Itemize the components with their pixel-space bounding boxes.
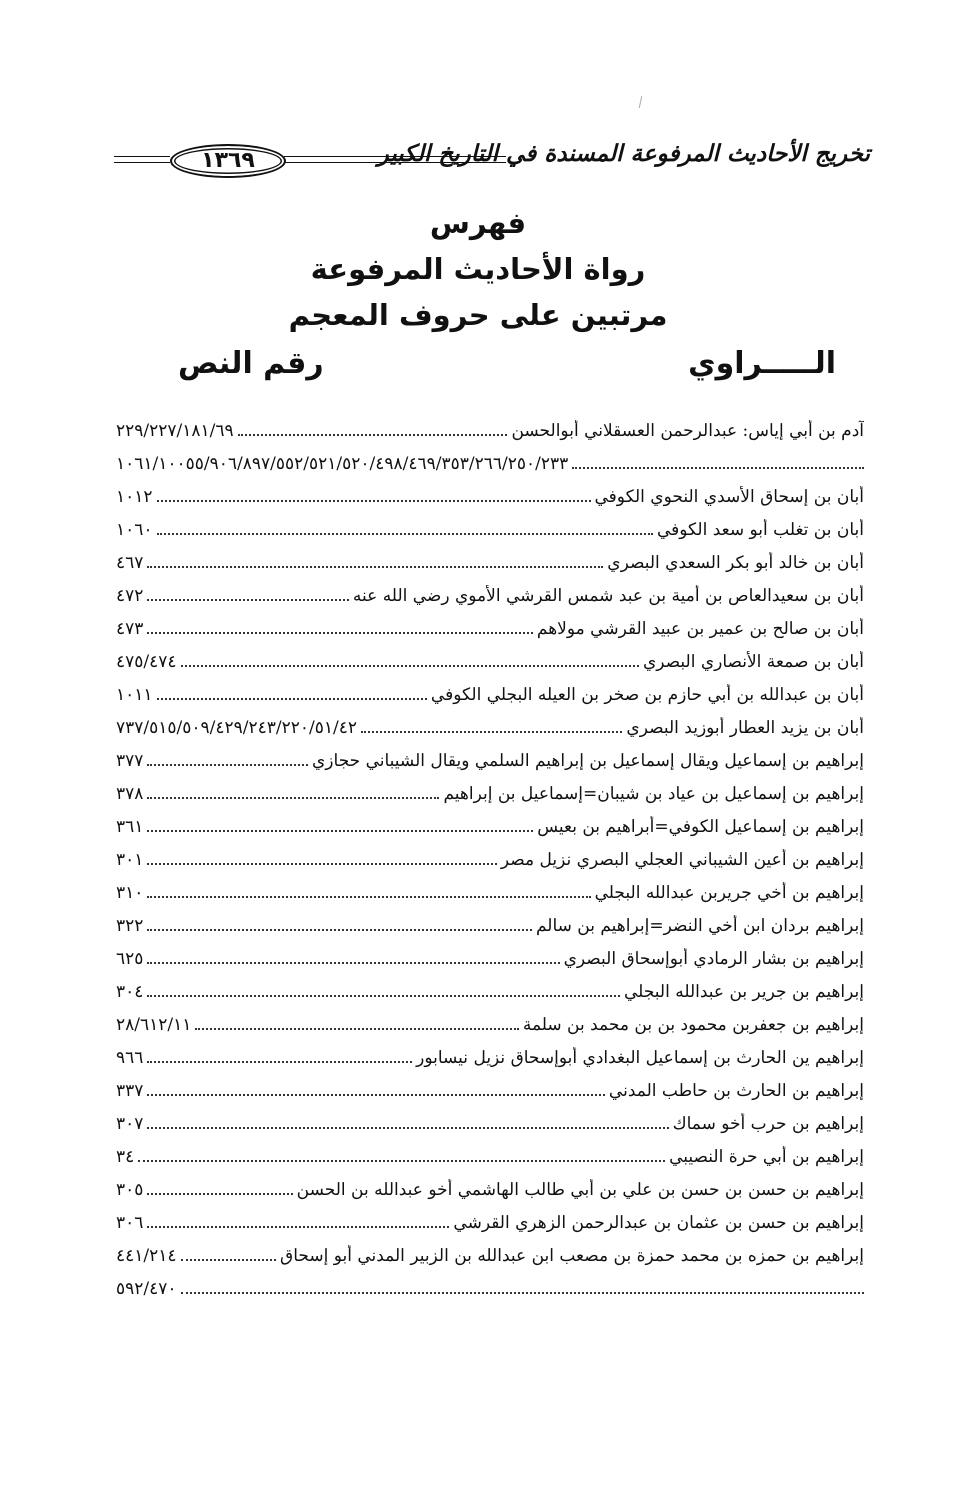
narrator-name: أبان بن تغلب أبو سعد الكوفي	[656, 520, 864, 540]
dot-leader	[181, 1245, 276, 1261]
dot-leader	[147, 1047, 412, 1063]
dot-leader	[361, 717, 622, 733]
index-entry	[116, 651, 864, 684]
text-number-refs: ٥٩٢/٤٧٠	[116, 1279, 177, 1299]
text-number-refs: ٣١٠	[116, 883, 144, 903]
narrator-name: أبان بن سعيدالعاص بن أمية بن عبد شمس القرشي الأموي رضي الله عنه	[352, 586, 864, 606]
dot-leader	[147, 1179, 292, 1195]
dot-leader	[147, 948, 559, 964]
index-entry	[116, 519, 864, 552]
narrator-name: إبراهيم بن حسن بن عثمان بن عبدالرحمن الزهري القرشي	[453, 1213, 864, 1233]
index-entry	[116, 915, 864, 948]
page-number: ١٣٦٩	[170, 144, 286, 178]
dot-leader	[147, 1113, 668, 1129]
dot-leader	[157, 486, 591, 502]
text-number-refs: ١٠٦١/١٠٠٥٥/٩٠٦/٨٩٧/٥٥٢/٥٢١/٥٢٠/٤٩٨/٤٦٩/٣٥٣/٢٦٦/٢٥٠/٢٣٣	[116, 454, 569, 474]
text-number-refs: ١٠١١	[116, 685, 153, 705]
narrator-index-list	[116, 420, 864, 1311]
dot-leader	[147, 849, 497, 865]
text-number-refs: ٣٧٧	[116, 751, 144, 771]
dot-leader	[238, 420, 508, 436]
index-entry	[116, 1047, 864, 1080]
narrator-name: إبراهيم بن أعين الشيباني العجلي البصري نزيل مصر	[500, 850, 864, 870]
index-entry	[116, 750, 864, 783]
index-subtitle: رواة الأحاديث المرفوعة	[310, 252, 646, 286]
dot-leader	[147, 783, 439, 799]
narrator-name: إبراهيم بن حسن بن حسن بن علي بن أبي طالب الهاشمي أخو عبدالله بن الحسن	[296, 1180, 864, 1200]
text-number-refs: ٤٤١/٢١٤	[116, 1246, 177, 1266]
dot-leader	[181, 651, 639, 667]
dot-leader	[147, 618, 532, 634]
text-number-refs: ٤٧٥/٤٧٤	[116, 652, 177, 672]
index-entry	[116, 618, 864, 651]
header-rule	[284, 156, 506, 163]
dot-leader	[195, 1014, 518, 1030]
header-rule	[114, 156, 170, 163]
narrator-name: إبراهيم ين الحارث بن إسماعيل البغدادي أبوإسحاق نزيل نيسابور	[416, 1048, 864, 1068]
text-number-refs: ٣٧٨	[116, 784, 144, 804]
narrator-name: إبراهيم بن إسماعيل ويقال إسماعيل بن إبراهيم السلمي ويقال الشيباني حجازي	[312, 751, 864, 771]
dot-leader	[181, 1278, 864, 1294]
index-entry	[116, 1080, 864, 1113]
narrator-name: أبان بن عبدالله بن أبي حازم بن صخر بن العيله البجلي الكوفي	[430, 685, 864, 705]
narrator-name: إبراهيم بن أخي جريربن عبدالله البجلي	[594, 883, 864, 903]
text-number-refs: ٣٠١	[116, 850, 144, 870]
narrator-name: إبراهيم بن جرير بن عبدالله البجلي	[624, 982, 864, 1002]
text-number-refs: ٣٦١	[116, 817, 144, 837]
index-entry	[116, 1014, 864, 1047]
dot-leader	[147, 585, 349, 601]
narrator-name: إبراهيم بن حمزه بن محمد حمزة بن مصعب ابن عبدالله بن الزبير المدني أبو إسحاق	[280, 1246, 864, 1266]
running-title: تخريج الأحاديث المرفوعة المسندة في التاريخ الكبير	[377, 140, 870, 167]
text-number-refs: ٣٠٧	[116, 1114, 144, 1134]
narrator-name: أبان بن خالد أبو بكر السعدي البصري	[607, 553, 864, 573]
index-entry	[116, 420, 864, 453]
narrator-name: أبان بن إسحاق الأسدي النحوي الكوفي	[594, 487, 864, 507]
index-entry	[116, 1146, 864, 1179]
narrator-name: إبراهيم بن أبي حرة النصيبي	[669, 1147, 864, 1167]
text-number-refs: ٩٦٦	[116, 1048, 144, 1068]
dot-leader	[138, 1146, 665, 1162]
text-number-refs: ٤٧٢	[116, 586, 144, 606]
index-entry	[116, 1179, 864, 1212]
narrator-name: أبان بن صمعة الأنصاري البصري	[642, 652, 864, 672]
index-entry	[116, 1212, 864, 1245]
text-number-refs: ٣٠٥	[116, 1180, 144, 1200]
text-number-refs: ٧٣٧/٥١٥/٥٠٩/٤٢٩/٢٤٣/٢٢٠/٥١/٤٢	[116, 718, 357, 738]
text-number-refs: ٣٤	[116, 1147, 135, 1167]
index-entry	[116, 684, 864, 717]
dot-leader	[147, 816, 533, 832]
narrator-name: إبراهيم بن بشار الرمادي أبوإسحاق البصري	[563, 949, 864, 969]
index-subtitle-order: مرتبين على حروف المعجم	[288, 298, 668, 332]
narrator-name: إبراهيم بن جعفربن محمود بن بن محمد بن سلمة	[522, 1015, 864, 1035]
dot-leader	[147, 882, 590, 898]
dot-leader	[147, 750, 308, 766]
index-entry	[116, 552, 864, 585]
text-number-refs: ١٠١٢	[116, 487, 153, 507]
narrator-name: إبراهيم بن إسماعيل الكوفي=أبراهيم بن بعيس	[537, 817, 864, 837]
dot-leader	[147, 1212, 449, 1228]
index-entry	[116, 1245, 864, 1278]
narrator-name: إبراهيم بن الحارث بن حاطب المدني	[608, 1081, 864, 1101]
text-number-refs: ٣٠٤	[116, 982, 144, 1002]
narrator-name: إبراهيم بردان ابن أخي النضر=إبراهيم بن سالم	[535, 916, 864, 936]
narrator-name: إبراهيم بن إسماعيل بن عياد بن شيبان=إسماعيل بن إبراهيم	[443, 784, 864, 804]
index-entry	[116, 453, 864, 486]
index-entry	[116, 816, 864, 849]
text-number-refs: ٢٨/٦١٢/١١	[116, 1015, 192, 1035]
index-entry	[116, 948, 864, 981]
text-number-refs: ١٠٦٠	[116, 520, 153, 540]
index-title: فهرس	[429, 206, 527, 240]
text-number-refs: ٤٦٧	[116, 553, 144, 573]
dot-leader	[572, 453, 864, 469]
dot-leader	[147, 1080, 605, 1096]
dot-leader	[147, 915, 532, 931]
text-number-refs: ٣٢٢	[116, 916, 144, 936]
index-entry	[116, 717, 864, 750]
text-number-refs: ٤٧٣	[116, 619, 144, 639]
dot-leader	[157, 519, 653, 535]
narrator-column-heading: الـــــراوي	[688, 346, 836, 381]
text-number-column-heading: رقم النص	[178, 346, 324, 381]
index-entry	[116, 849, 864, 882]
narrator-name: أبان بن يزيد العطار أبوزيد البصري	[626, 718, 864, 738]
index-entry	[116, 1113, 864, 1146]
narrator-name: أبان بن صالح بن عمير بن عبيد القرشي مولاهم	[536, 619, 864, 639]
text-number-refs: ٣٠٦	[116, 1213, 144, 1233]
index-entry	[116, 1278, 864, 1311]
text-number-refs: ٢٢٩/٢٢٧/١٨١/٦٩	[116, 421, 234, 441]
narrator-name: إبراهيم بن حرب أخو سماك	[672, 1114, 864, 1134]
running-header	[108, 138, 870, 184]
narrator-name: آدم بن أبي إياس: عبدالرحمن العسقلاني أبوالحسن	[511, 421, 864, 441]
index-entry	[116, 981, 864, 1014]
index-entry	[116, 882, 864, 915]
index-entry	[116, 585, 864, 618]
stray-mark	[639, 96, 642, 108]
text-number-refs: ٣٣٧	[116, 1081, 144, 1101]
index-entry	[116, 783, 864, 816]
dot-leader	[157, 684, 427, 700]
dot-leader	[147, 552, 603, 568]
dot-leader	[147, 981, 620, 997]
text-number-refs: ٦٢٥	[116, 949, 144, 969]
index-entry	[116, 486, 864, 519]
